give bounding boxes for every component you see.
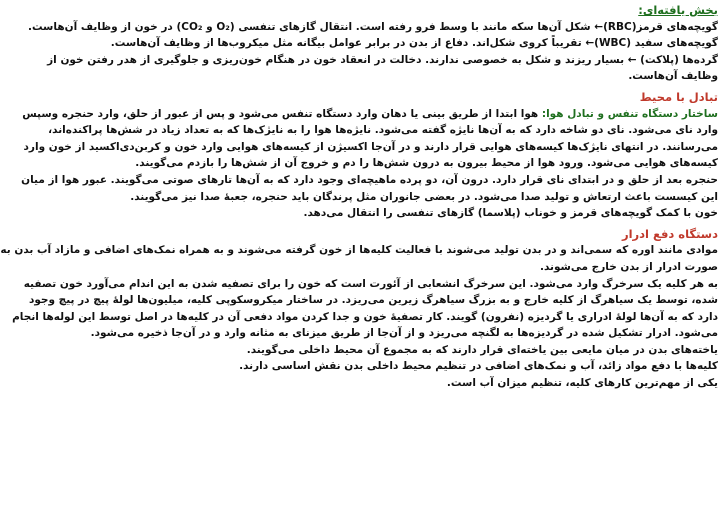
rbc-paragraph: گویچه‌های قرمز(RBC)← شکل آن‌ها سکه مانند با وسط فرو رفته است. انتقال گازهای تنفسی (O₂ و CO₂) در خون از وظایف آن‌هاست. xyxy=(27,20,718,33)
respiration-lead: ساختار دستگاه تنفس و تبادل هوا: xyxy=(541,107,718,120)
excretion-line-1: موادی مانند اوره که سمی‌اند و در بدن تولید می‌شوند با فعالیت کلیه‌ها از خون گرفته می‌شوند و به همراه نمک‌های اضافی و مازاد آب بدن به xyxy=(0,244,718,257)
respiration-line-7: خون با کمک گویچه‌های قرمز و خوناب (پلاسما) گازهای تنفسی را انتقال می‌دهد. xyxy=(303,207,718,220)
respiration-line-5: حنجره بعد از حلق و در ابتدای نای قرار دارد. درون آن، دو پرده ماهیچه‌ای وجود دارد که به آن‌ها تارهای صوتی می‌گویند. عبور هوا از میان xyxy=(21,173,718,186)
summary-heading: بخش یافته‌ای: xyxy=(638,3,718,17)
platelet-paragraph-line-2: وظایف آن‌هاست. xyxy=(628,70,718,83)
excretion-line-2: صورت ادرار از بدن خارج می‌شوند. xyxy=(539,260,718,273)
wbc-paragraph: گویچه‌های سفید (WBC)← تقریباً کروی شکل‌اند. دفاع از بدن در برابر عوامل بیگانه مثل میکروب‌ها از وظایف آن‌هاست. xyxy=(110,37,718,50)
excretion-line-7: یاخته‌های بدن در میان مایعی بین یاخته‌ای قرار دارند که به مجموع آن محیط داخلی می‌گویند. xyxy=(246,343,718,356)
excretion-line-4: شده، توسط یک سیاهرگ از کلیه خارج و به بزرگ سیاهرگ زیرین می‌ریزد. در ساختار میکروسکوپی کلیه، میلیون‌ها لولهٔ پیچ در پیچ وجود xyxy=(28,294,718,307)
excretion-line-5: دارد که به آن‌ها لولهٔ ادراری یا گردیزه (نفرون) گویند. کار تصفیهٔ خون و جدا کردن مواد دفعی آن در کلیه‌ها در اصل توسط این لوله‌ها انجام xyxy=(12,310,718,323)
gas-exchange-heading: تبادل با محیط xyxy=(639,89,718,104)
excretion-line-6: می‌شود. ادرار تشکیل شده در گردیزه‌ها به لگنچه می‌ریزد و از آن‌جا از طریق میزنای به مثانه وارد و در آن‌جا ذخیره می‌شود. xyxy=(90,327,718,340)
respiration-line-1-text: هوا ابتدا از طریق بینی یا دهان وارد دستگاه تنفس می‌شود و پس از عبور از حلق، وارد حنجره وسپس xyxy=(22,107,539,120)
excretion-line-8: کلیه‌ها با دفع مواد زائد، آب و نمک‌های اضافی در تنظیم محیط داخلی بدن نقش اساسی دارند. xyxy=(239,360,718,373)
excretion-heading: دستگاه دفع ادرار xyxy=(621,226,718,241)
respiration-line-2: وارد نای می‌شود. نای دو شاخه دارد که به آن‌ها نایژه گفته می‌شود. نایژه‌ها هوا را به نایژک‌ها که به تعداد زیاد در شش‌ها پراکنده‌اند، xyxy=(48,124,718,137)
respiration-line-4: کیسه‌های هوایی می‌شود. ورود هوا از محیط بیرون به درون شش‌ها را دم و خروج آن از شش‌ها را بازدم می‌گویند. xyxy=(135,157,718,170)
respiration-line-1 xyxy=(22,106,718,123)
excretion-line-9: یکی از مهم‌ترین کارهای کلیه، تنظیم میزان آب است. xyxy=(446,377,718,390)
respiration-line-6: این کیسست باعث ارتعاش و تولید صدا می‌شود. در بعضی جانوران مثل پرندگان باید حنجره، جعبهٔ صدا نیز می‌گویند. xyxy=(130,190,718,203)
platelet-paragraph-line-1: گرده‌ها (پلاکت) ← بسیار ریزند و شکل به خصوصی ندارند. دخالت در انعقاد خون در هنگام خون‌ریزی و جلوگیری از هدر رفتن خون از xyxy=(47,53,718,66)
excretion-line-3: به هر کلیه یک سرخرگ وارد می‌شود. این سرخرگ انشعابی از آئورت است که خون را برای تصفیه شدن به این اندام می‌آورد خون تصفیه xyxy=(23,277,718,290)
respiration-line-3: می‌رسانند. در انتهای نایژک‌ها کیسه‌های هوایی قرار دارند و در آن‌جا اکسیژن از کیسه‌های هوایی وارد خون و کربن‌دی‌اکسید از خون وارد xyxy=(23,140,718,153)
